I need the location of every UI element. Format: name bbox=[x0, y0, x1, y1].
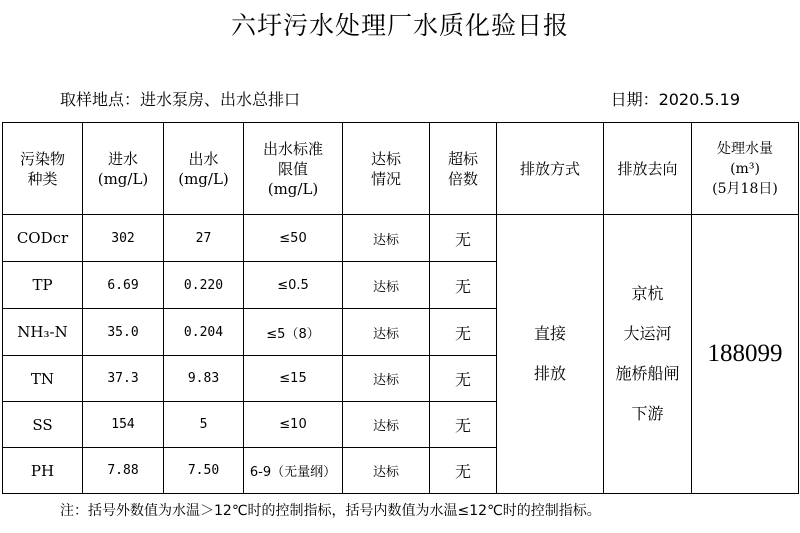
discharge-direction: 京杭 大运河 施桥船闸 下游 bbox=[604, 215, 692, 494]
standard-limit: ≤10 bbox=[244, 402, 343, 448]
status-value: 达标 bbox=[343, 309, 430, 356]
water-quality-table bbox=[2, 122, 799, 494]
standard-limit: 6-9（无量纲） bbox=[244, 448, 343, 494]
pollutant-name: CODcr bbox=[3, 215, 83, 262]
exceed-value: 无 bbox=[430, 262, 497, 309]
header-method: 排放方式 bbox=[497, 123, 604, 215]
sampling-location: 取样地点：进水泵房、出水总排口 bbox=[60, 90, 301, 109]
exceed-value: 无 bbox=[430, 402, 497, 448]
treated-volume: 188099 bbox=[692, 215, 799, 494]
pollutant-name: SS bbox=[3, 402, 83, 448]
standard-limit: ≤50 bbox=[244, 215, 343, 262]
inflow-value: 6.69 bbox=[83, 262, 164, 309]
outflow-value: 7.50 bbox=[164, 448, 244, 494]
standard-limit: ≤15 bbox=[244, 356, 343, 402]
status-value: 达标 bbox=[343, 402, 430, 448]
outflow-value: 5 bbox=[164, 402, 244, 448]
header-exceed: 超标 倍数 bbox=[430, 123, 497, 215]
inflow-value: 302 bbox=[83, 215, 164, 262]
pollutant-name: NH₃-N bbox=[3, 309, 83, 356]
inflow-value: 154 bbox=[83, 402, 164, 448]
outflow-value: 9.83 bbox=[164, 356, 244, 402]
table-row bbox=[3, 215, 799, 262]
standard-limit: ≤5（8） bbox=[244, 309, 343, 356]
status-value: 达标 bbox=[343, 215, 430, 262]
status-value: 达标 bbox=[343, 356, 430, 402]
discharge-method: 直接 排放 bbox=[497, 215, 604, 494]
status-value: 达标 bbox=[343, 448, 430, 494]
pollutant-name: PH bbox=[3, 448, 83, 494]
outflow-value: 27 bbox=[164, 215, 244, 262]
outflow-value: 0.204 bbox=[164, 309, 244, 356]
exceed-value: 无 bbox=[430, 309, 497, 356]
standard-limit: ≤0.5 bbox=[244, 262, 343, 309]
inflow-value: 35.0 bbox=[83, 309, 164, 356]
exceed-value: 无 bbox=[430, 215, 497, 262]
inflow-value: 37.3 bbox=[83, 356, 164, 402]
header-outflow: 出水 (mg/L) bbox=[164, 123, 244, 215]
header-volume: 处理水量 (m³) (5月18日) bbox=[692, 123, 799, 215]
pollutant-name: TP bbox=[3, 262, 83, 309]
inflow-value: 7.88 bbox=[83, 448, 164, 494]
header-pollutant: 污染物 种类 bbox=[3, 123, 83, 215]
header-inflow: 进水 (mg/L) bbox=[83, 123, 164, 215]
pollutant-name: TN bbox=[3, 356, 83, 402]
header-status: 达标 情况 bbox=[343, 123, 430, 215]
footnote: 注：括号外数值为水温＞12℃时的控制指标，括号内数值为水温≤12℃时的控制指标。 bbox=[60, 503, 601, 519]
exceed-value: 无 bbox=[430, 356, 497, 402]
header-row bbox=[3, 123, 799, 215]
outflow-value: 0.220 bbox=[164, 262, 244, 309]
exceed-value: 无 bbox=[430, 448, 497, 494]
header-standard: 出水标准 限值 (mg/L) bbox=[244, 123, 343, 215]
report-date: 日期：2020.5.19 bbox=[610, 90, 740, 109]
header-direction: 排放去向 bbox=[604, 123, 692, 215]
status-value: 达标 bbox=[343, 262, 430, 309]
report-title: 六圩污水处理厂水质化验日报 bbox=[230, 11, 569, 40]
